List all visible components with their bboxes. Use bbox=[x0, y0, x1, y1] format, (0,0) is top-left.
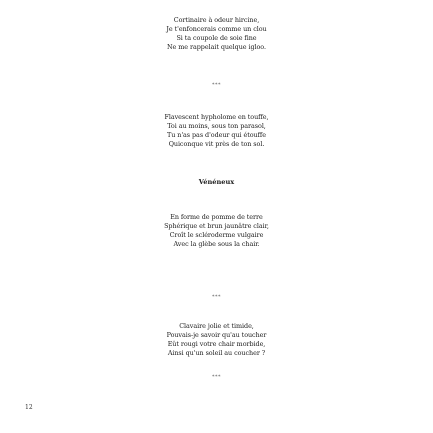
separator-3: *** bbox=[212, 374, 221, 380]
page-number: 12 bbox=[25, 404, 33, 411]
stanza-line: Ainsi qu'un soleil au coucher ? bbox=[167, 349, 266, 358]
stanza-1 bbox=[0, 16, 433, 52]
separator-2: *** bbox=[212, 294, 221, 300]
section-heading: Vénéneux bbox=[198, 178, 235, 186]
stanza-line: Sphérique et brun jaunâtre clair, bbox=[164, 222, 269, 231]
stanza-line: En forme de pomme de terre bbox=[170, 213, 263, 221]
stanza-line: Clavaire jolie et timide, bbox=[179, 322, 254, 330]
stanza-line: Eût rougi votre chair morbide, bbox=[167, 340, 266, 349]
stanza-line: Flavescent hypholome en touffe, bbox=[164, 113, 269, 121]
stanza-line: Cortinaire à odeur hircine, bbox=[173, 16, 260, 24]
stanza-line: Toi au moins, sous ton parasol, bbox=[167, 122, 266, 131]
stanza-line: Ne me rappelait quelque igloo. bbox=[167, 43, 266, 52]
stanza-line: Si ta coupole de soie fine bbox=[176, 34, 257, 43]
stanza-line: Pouvais-je savoir qu'au toucher bbox=[166, 331, 267, 340]
stanza-3 bbox=[0, 213, 433, 249]
stanza-line: Tu n'as pas d'odeur qui étouffe bbox=[167, 131, 266, 140]
stanza-line: Croît le scléroderme vulgaire bbox=[169, 231, 264, 240]
stanza-2 bbox=[0, 113, 433, 149]
stanza-line: Quiconque vit près de ton sol. bbox=[168, 140, 265, 149]
separator-1: *** bbox=[212, 82, 221, 88]
stanza-4 bbox=[0, 322, 433, 358]
stanza-line: Avec la glèbe sous la chair. bbox=[173, 240, 260, 249]
stanza-line: Je t'enfoncerais comme un clou bbox=[166, 25, 267, 34]
